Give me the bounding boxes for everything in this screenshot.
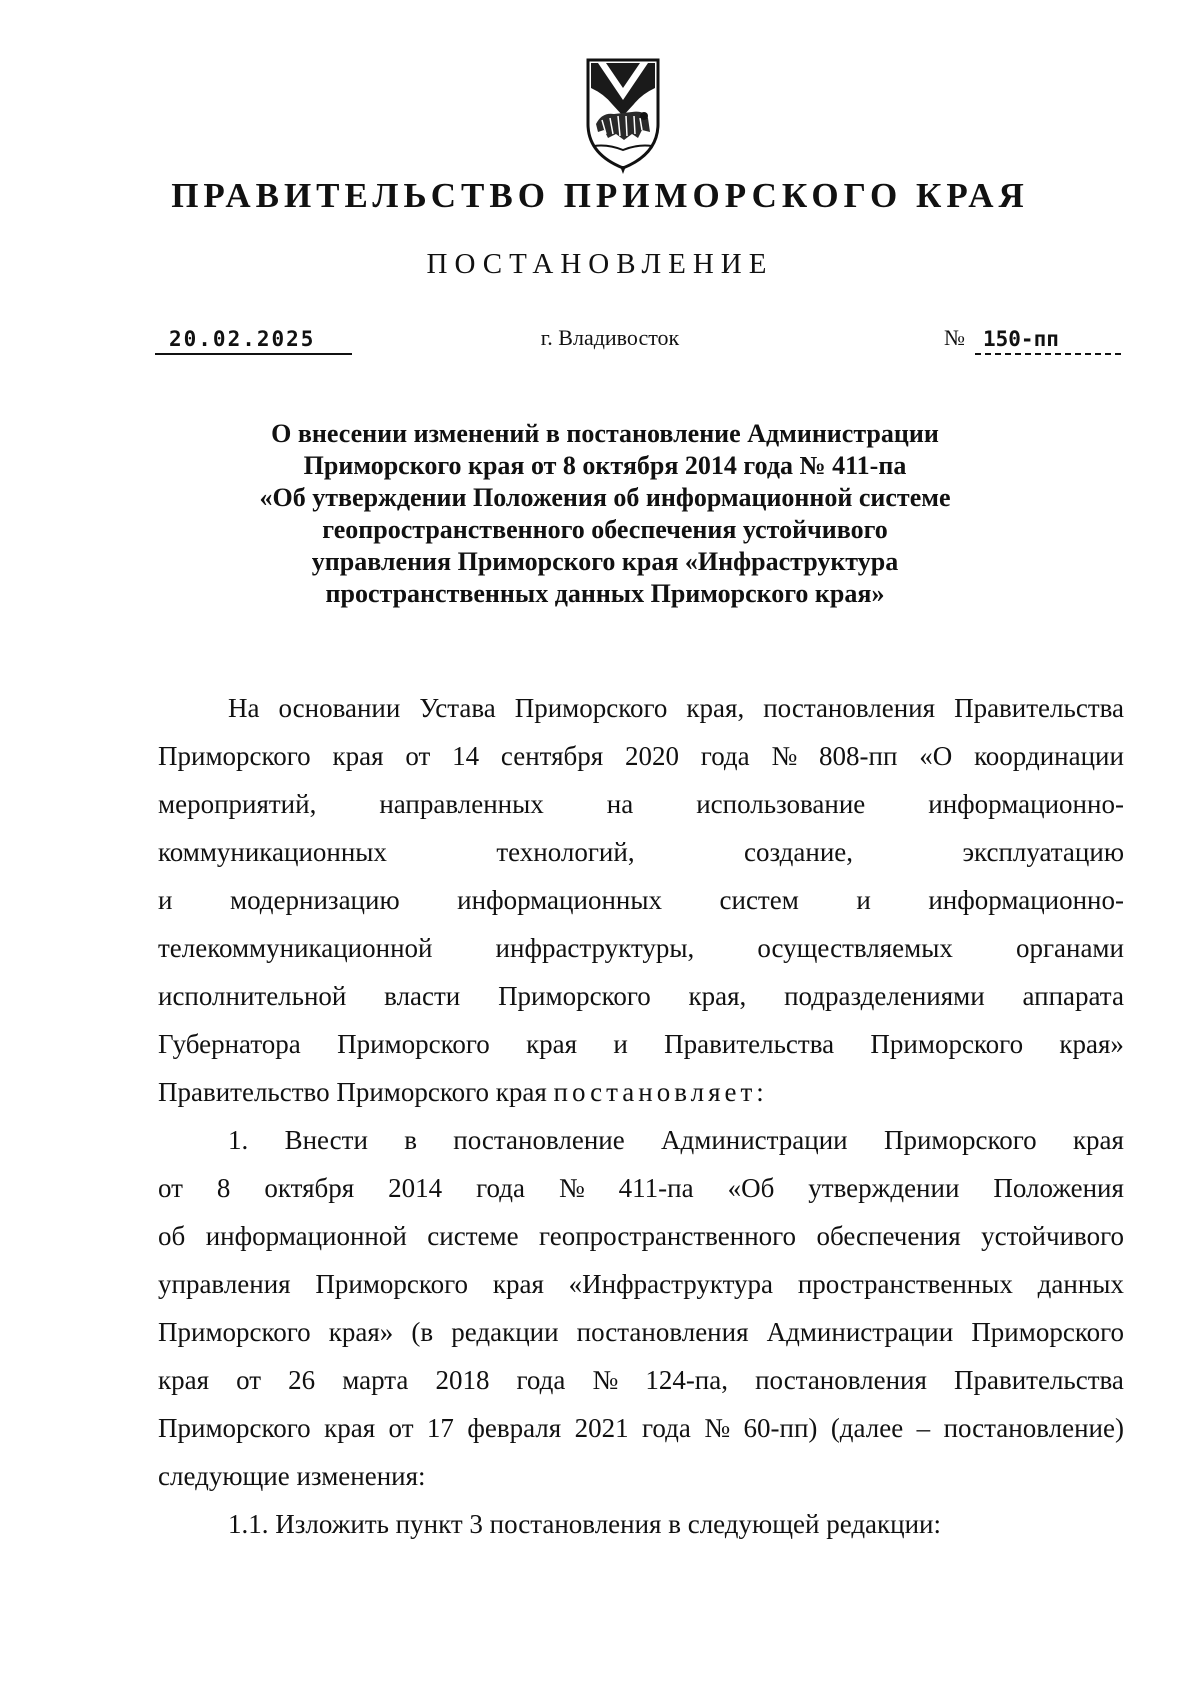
word: 8 <box>216 1173 231 1203</box>
word: края, <box>686 693 745 723</box>
word: информационной <box>205 1221 407 1251</box>
word: Положения <box>993 1173 1124 1203</box>
word: февраля <box>467 1413 562 1443</box>
word: управления <box>158 1269 291 1299</box>
number-sign: № <box>944 325 965 350</box>
word: 1. <box>228 1125 249 1155</box>
word: использование <box>696 789 866 819</box>
item-1-line <box>158 1212 1124 1260</box>
word: устойчивого <box>981 1221 1124 1251</box>
preamble-line <box>158 924 1124 972</box>
item-1-line <box>158 1116 1124 1164</box>
word: 808-пп <box>819 741 898 771</box>
word: Приморского <box>883 1125 1037 1155</box>
word: основании <box>278 693 401 723</box>
word: 2020 <box>624 741 679 771</box>
word: и <box>158 885 173 915</box>
word: Приморского <box>158 741 311 771</box>
preamble-line <box>158 780 1124 828</box>
word: технологий, <box>496 837 635 867</box>
word: Приморского <box>337 1029 490 1059</box>
word: года <box>516 1365 566 1395</box>
resolves-word: постановляет: <box>553 1077 768 1107</box>
word: № <box>592 1365 619 1395</box>
word: направленных <box>379 789 544 819</box>
word: края <box>332 741 384 771</box>
item-1-line <box>158 1356 1124 1404</box>
word: обеспечения <box>816 1221 961 1251</box>
word: (далее <box>830 1413 904 1443</box>
word: края <box>158 1365 210 1395</box>
subject-line: «Об утверждении Положения об информационной системе <box>259 483 951 512</box>
word: осуществляемых <box>757 933 953 963</box>
word: Приморского <box>315 1269 469 1299</box>
word: телекоммуникационной <box>158 933 433 963</box>
word: Правительства <box>664 1029 835 1059</box>
word: создание, <box>744 837 854 867</box>
word: Правительства <box>954 1365 1124 1395</box>
word: края <box>526 1029 578 1059</box>
word: На <box>228 693 260 723</box>
word: информационно- <box>928 789 1124 819</box>
preamble-line <box>158 876 1124 924</box>
word: информационно- <box>928 885 1124 915</box>
subject-line: геопространственного обеспечения устойчивого <box>322 515 888 544</box>
item-1-line <box>158 1260 1124 1308</box>
word: 60-пп) <box>743 1413 818 1443</box>
word: информационных <box>457 885 662 915</box>
word: Приморского <box>158 1413 311 1443</box>
word: года <box>700 741 750 771</box>
word: на <box>606 789 634 819</box>
word: постановления <box>755 1365 927 1395</box>
word: редакции <box>451 1317 559 1347</box>
word: инфраструктуры, <box>495 933 695 963</box>
subject-line: пространственных данных Приморского края» <box>325 579 885 608</box>
preamble-line <box>158 1020 1124 1068</box>
word: марта <box>342 1365 409 1395</box>
preamble-last-text: Правительство Приморского края <box>158 1077 554 1107</box>
word: сентября <box>500 741 604 771</box>
word: края <box>1072 1125 1124 1155</box>
word: – <box>916 1413 931 1443</box>
word: постановления <box>763 693 936 723</box>
document-city: г. Владивосток <box>540 325 680 350</box>
preamble-line <box>158 732 1124 780</box>
word: Приморского <box>971 1317 1124 1347</box>
word: 17 <box>426 1413 454 1443</box>
word: пространственных <box>797 1269 1013 1299</box>
word: Приморского <box>870 1029 1024 1059</box>
word: коммуникационных <box>158 837 387 867</box>
word: Устава <box>419 693 496 723</box>
word: утверждении <box>808 1173 960 1203</box>
word: 2018 <box>435 1365 490 1395</box>
document-number: 150-пп <box>975 323 1121 355</box>
item-1-1-line: 1.1. Изложить пункт 3 постановления в следующей редакции: <box>228 1509 942 1539</box>
word: Приморского <box>158 1317 311 1347</box>
word: Администрации <box>766 1317 954 1347</box>
word: от <box>236 1365 262 1395</box>
word: 2014 <box>388 1173 443 1203</box>
word: от <box>388 1413 414 1443</box>
preamble-line <box>158 972 1124 1020</box>
word: и <box>613 1029 628 1059</box>
word: 26 <box>288 1365 316 1395</box>
word: «Об <box>727 1173 775 1203</box>
word: «Инфраструктура <box>568 1269 774 1299</box>
word: мероприятий, <box>158 789 317 819</box>
subject-line: Приморского края от 8 октября 2014 года № 411-па <box>303 451 907 480</box>
item-1-line <box>158 1308 1124 1356</box>
preamble-line <box>158 828 1124 876</box>
word: № <box>704 1413 731 1443</box>
item-1-line <box>158 1164 1124 1212</box>
word: края <box>324 1413 376 1443</box>
word: 124-па, <box>645 1365 728 1395</box>
document-date: 20.02.2025 <box>155 323 352 355</box>
item-1-line: следующие изменения: <box>158 1461 426 1491</box>
word: в <box>404 1125 417 1155</box>
word: «О <box>919 741 953 771</box>
word: данных <box>1037 1269 1124 1299</box>
word: (в <box>411 1317 434 1347</box>
word: края» <box>328 1317 394 1347</box>
item-1-line <box>158 1404 1124 1452</box>
word: 14 <box>452 741 480 771</box>
word: координации <box>974 741 1124 771</box>
subject-line: О внесении изменений в постановление Администрации <box>271 419 939 448</box>
word: геопространственного <box>539 1221 797 1251</box>
word: края, <box>688 981 747 1011</box>
word: 411-па <box>618 1173 694 1203</box>
word: 2021 <box>574 1413 629 1443</box>
preamble-line <box>158 1068 1124 1116</box>
word: постановление) <box>943 1413 1124 1443</box>
word: системе <box>427 1221 519 1251</box>
word: подразделениями <box>784 981 985 1011</box>
word: № <box>558 1173 585 1203</box>
word: года <box>476 1173 525 1203</box>
word: Внести <box>284 1125 368 1155</box>
word: Приморского <box>514 693 668 723</box>
government-title: ПРАВИТЕЛЬСТВО ПРИМОРСКОГО КРАЯ <box>171 176 1029 215</box>
word: систем <box>719 885 799 915</box>
word: края» <box>1059 1029 1124 1059</box>
word: постановления <box>576 1317 749 1347</box>
document-subject <box>200 418 1010 610</box>
subject-line: управления Приморского края «Инфраструктура <box>311 547 899 576</box>
document-body <box>158 684 1124 1548</box>
word: власти <box>384 981 461 1011</box>
word: и <box>856 885 871 915</box>
coat-of-arms-emblem-icon <box>580 54 666 174</box>
word: от <box>158 1173 183 1203</box>
word: Правительства <box>954 693 1124 723</box>
word: Приморского <box>498 981 651 1011</box>
word: исполнительной <box>158 981 347 1011</box>
word: Губернатора <box>158 1029 301 1059</box>
word: об <box>158 1221 186 1251</box>
preamble-line <box>158 684 1124 732</box>
word: органами <box>1015 933 1124 963</box>
word: от <box>405 741 431 771</box>
word: края <box>492 1269 544 1299</box>
document-type-heading: ПОСТАНОВЛЕНИЕ <box>426 248 774 280</box>
word: эксплуатацию <box>962 837 1124 867</box>
word: аппарата <box>1022 981 1124 1011</box>
word: года <box>642 1413 691 1443</box>
word: № <box>771 741 798 771</box>
word: октября <box>264 1173 355 1203</box>
word: постановление <box>453 1125 625 1155</box>
word: модернизацию <box>229 885 400 915</box>
word: Администрации <box>661 1125 848 1155</box>
